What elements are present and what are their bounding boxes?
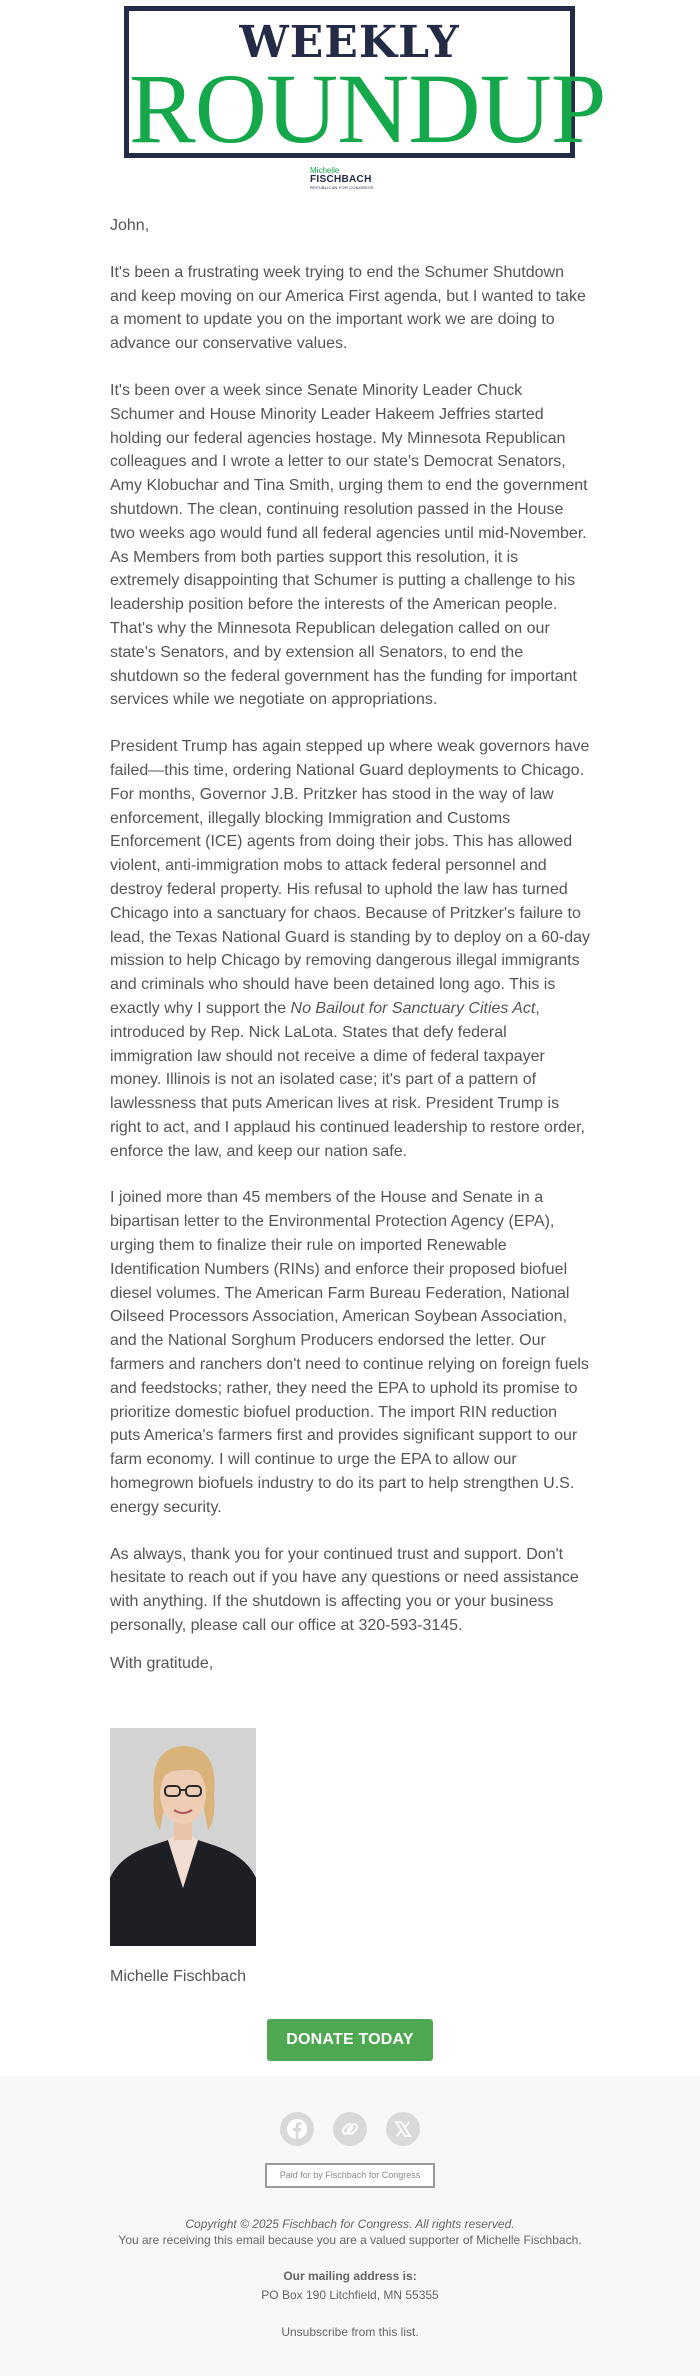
greeting: John, <box>110 217 150 234</box>
bill-name: No Bailout for Sanctuary Cities Act <box>290 999 536 1017</box>
facebook-icon[interactable] <box>280 2112 314 2146</box>
link-icon[interactable] <box>333 2112 367 2146</box>
signature-name: Michelle Fischbach <box>110 1968 247 1985</box>
paragraph-shutdown: It's been over a week since Senate Minority Leader Chuck Schumer and House Minority Leader Hakeem Jeffries started holding our federal agencies hostage. My Minnesota Republican colleagues and I wrote a letter to our state's Democrat Senators, Amy Klobuchar and Tina Smith, urging them to end the government shutdown. The clean, continuing resolution passed in the House two weeks ago would fund all federal agencies until mid-November. As Members from both parties support this resolution, it is extremely disappointing that Schumer is putting a challenge to his leadership position before the interests of the American people. That's why the Minnesota Republican delegation called on our state's Senators, and by extension all Senators, to end the shutdown so the federal government has the funding for important services while we negotiate on appropriations. <box>110 381 588 709</box>
banner-roundup: ROUNDUP <box>129 53 606 164</box>
paragraph-national-guard-part1: President Trump has again stepped up where weak governors have failed—this time, ordering National Guard deployments to Chicago. For months, Governor J.B. Pritzker has stood in the way of law enforcement, illegally blocking Immigration and Customs Enforcement (ICE) agents from doing their jobs. This has allowed violent, anti-immigration mobs to attack federal personnel and destroy federal property. His refusal to uphold the law has turned Chicago into a sanctuary for chaos. Because of Pritzker's failure to lead, the Texas National Guard is standing by to deploy on a 60-day mission to help Chicago by removing dangerous illegal immigrants and criminals who should have been detained long ago. This is exactly why I support the <box>110 738 591 1017</box>
donate-button[interactable]: DONATE TODAY <box>267 2019 433 2061</box>
portrait-photo <box>110 1728 256 1946</box>
weekly-roundup-banner <box>124 6 606 164</box>
email-body <box>110 214 590 1676</box>
paragraph-national-guard <box>110 735 590 1163</box>
copyright-text: Copyright © 2025 Fischbach for Congress. All rights reserved. <box>185 2217 515 2231</box>
paid-for-disclaimer: Paid for by Fischbach for Congress <box>265 2163 435 2188</box>
logo-first-name: Michelle <box>310 166 340 175</box>
receiving-reason: You are receiving this email because you are a valued supporter of Michelle Fischbach. <box>118 2233 582 2247</box>
paragraph-thanks: As always, thank you for your continued trust and support. Don't hesitate to reach out if you have any questions or need assistance with anything. If the shutdown is affecting you or your business personally, please call our office at 320-593-3145. <box>110 1545 579 1635</box>
portrait-illustration <box>110 1728 256 1946</box>
unsubscribe-link[interactable]: Unsubscribe from this list. <box>281 2325 419 2339</box>
campaign-logo <box>310 166 390 190</box>
paragraph-intro: It's been a frustrating week trying to end the Schumer Shutdown and keep moving on our America First agenda, but I wanted to take a moment to update you on the important work we are doing to advance our conservative values. <box>110 263 586 353</box>
logo-tagline: REPUBLICAN FOR CONGRESS <box>310 185 374 190</box>
banner-weekly: WEEKLY <box>239 17 460 68</box>
paragraph-national-guard-part2: , introduced by Rep. Nick LaLota. States that defy federal immigration law should not receive a dime of federal taxpayer money. Illinois is not an isolated case; it's part of a pattern of lawlessness that puts American lives at risk. President Trump is right to act, and I applaud his continued leadership to restore order, enforce the law, and keep our nation safe. <box>110 999 585 1160</box>
mailing-address: PO Box 190 Litchfield, MN 55355 <box>261 2288 439 2302</box>
mailing-address-label: Our mailing address is: <box>283 2269 417 2283</box>
signoff: With gratitude, <box>110 1654 214 1672</box>
logo-last-name: FISCHBACH <box>310 174 372 185</box>
x-icon[interactable] <box>386 2112 420 2146</box>
paragraph-biofuels: I joined more than 45 members of the House and Senate in a bipartisan letter to the Environmental Protection Agency (EPA), urging them to finalize their rule on imported Renewable Identification Numbers (RINs) and enforce their proposed biofuel diesel volumes. The American Farm Bureau Federation, National Oilseed Processors Association, American Soybean Association, and the National Sorghum Producers endorsed the letter. Our farmers and ranchers don't need to continue relying on foreign fuels and feedstocks; rather, they need the EPA to uphold its promise to prioritize domestic biofuel production. The import RIN reduction puts America's farmers first and provides significant support to our farm economy. I will continue to urge the EPA to allow our homegrown biofuels industry to do its part to help strengthen U.S. energy security. <box>110 1189 589 1516</box>
